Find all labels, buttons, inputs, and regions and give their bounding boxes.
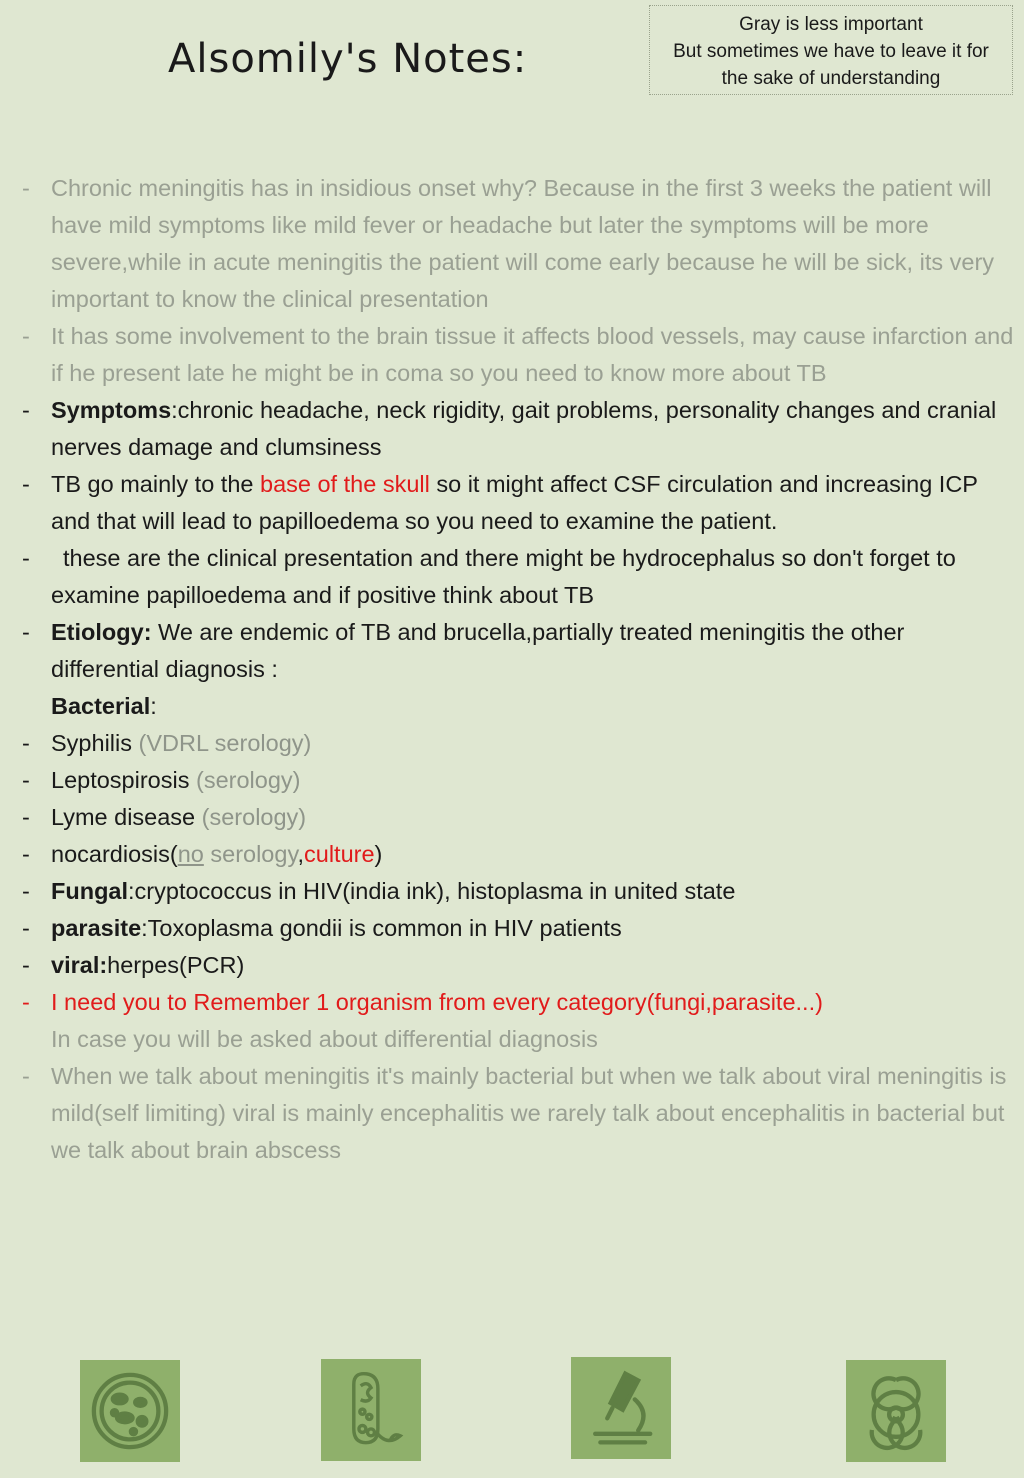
note-nocardiosis: - nocardiosis(no serology,culture) [22,841,383,867]
note-brain-involvement: - It has some involvement to the brain tissue it affects blood vessels, may cause infarction and if he present late he might be in coma so you need to know more about TB [22,323,1014,386]
note-remember: - I need you to Remember 1 organism from every category(fungi,parasite...) [22,989,823,1015]
footer-icons [0,1355,1024,1465]
note-lyme: - Lyme disease (serology) [22,804,307,830]
notes-content [22,170,1017,1169]
note-line-1: Gray is less important [739,14,923,35]
legend-note-box [649,5,1013,95]
parasite-icon [321,1359,421,1461]
note-bacterial-heading: Bacterial: [51,693,157,719]
note-syphilis: - Syphilis (VDRL serology) [22,730,312,756]
note-fungal: - Fungal:cryptococcus in HIV(india ink), histoplasma in united state [22,878,736,904]
biohazard-icon [846,1360,946,1462]
note-viral: - viral:herpes(PCR) [22,952,245,978]
note-viral-vs-bacterial: - When we talk about meningitis it's mainly bacterial but when we talk about viral meningitis is mild(self limiting) viral is mainly encephalitis we rarely talk about encephalitis in bacterial but we talk about brain abscess [22,1063,1007,1163]
note-etiology: - Etiology: We are endemic of TB and brucella,partially treated meningitis the other differential diagnosis : [22,619,905,682]
note-leptospirosis: - Leptospirosis (serology) [22,767,301,793]
note-line-3: the sake of understanding [721,68,941,89]
note-chronic-onset: - Chronic meningitis has in insidious onset why? Because in the first 3 weeks the patient will have mild symptoms like mild fever or headache but later the symptoms will be more severe,while in acute meningitis the patient will come early because he will be sick, its very important to know the clinical presentation [22,175,995,312]
bacteria-icon [80,1360,180,1462]
note-tb-skull: - TB go mainly to the base of the skull so it might affect CSF circulation and increasing ICP and that will lead to papilloedema so you need to examine the patient. [22,471,978,534]
note-in-case: In case you will be asked about differential diagnosis [51,1026,598,1052]
note-clinical: - these are the clinical presentation and there might be hydrocephalus so don't forget to examine papilloedema and if positive think about TB [22,545,956,608]
note-parasite: - parasite:Toxoplasma gondii is common in HIV patients [22,915,622,941]
note-symptoms: - Symptoms:chronic headache, neck rigidity, gait problems, personality changes and cranial nerves damage and clumsiness [22,397,997,460]
page-title: Alsomily's Notes: [168,36,528,82]
microscope-icon [571,1357,671,1459]
note-line-2: But sometimes we have to leave it for [673,41,989,62]
